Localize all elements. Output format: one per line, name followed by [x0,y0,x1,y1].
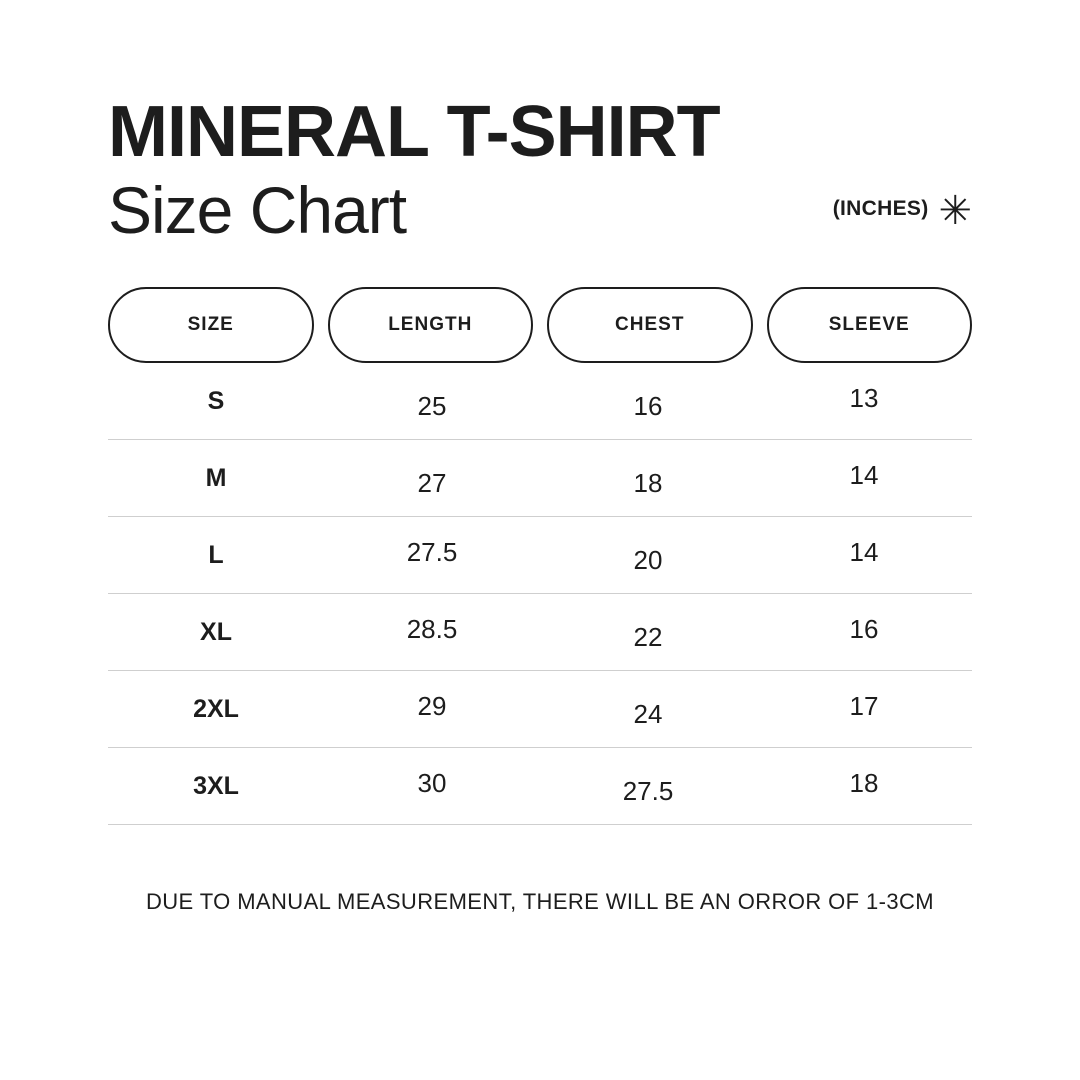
cell-sleeve: 13 [849,382,879,413]
table-row [108,748,972,825]
cell-chest: 16 [633,390,663,421]
page-title: MINERAL T-SHIRT [108,92,720,172]
header [108,0,972,245]
cell-sleeve: 18 [849,767,879,798]
cell-length: 29 [417,690,447,721]
column-header-sleeve: SLEEVE [767,287,973,363]
cell-length: 25 [417,390,447,421]
cell-sleeve: 14 [849,536,879,567]
table-row [108,517,972,594]
cell-sleeve: 14 [849,459,879,490]
table-header-row [108,287,972,363]
subtitle-row [108,173,972,247]
column-header-chest: CHEST [547,287,753,363]
table-row [108,594,972,671]
cell-chest: 24 [633,698,663,729]
cell-chest: 18 [633,467,663,498]
table-row [108,671,972,748]
unit-indicator [833,189,972,245]
page-subtitle: Size Chart [108,173,407,247]
cell-sleeve: 16 [849,613,879,644]
cell-size: XL [200,617,232,646]
column-header-size: SIZE [108,287,314,363]
cell-size: S [207,386,225,415]
cell-chest: 22 [633,621,663,652]
measurement-disclaimer: DUE TO MANUAL MEASUREMENT, THERE WILL BE AN ORROR OF 1-3CM [145,889,935,915]
cell-size: 3XL [193,771,239,800]
cell-size: L [208,540,224,569]
asterisk-icon: ✳ [938,189,972,234]
column-header-length: LENGTH [328,287,534,363]
cell-length: 30 [417,767,447,798]
cell-length: 27.5 [406,536,458,567]
cell-chest: 27.5 [622,775,674,806]
cell-size: 2XL [193,694,239,723]
cell-chest: 20 [633,544,663,575]
cell-length: 27 [417,467,447,498]
unit-label: (INCHES) [832,197,929,221]
table-row [108,440,972,517]
table-row [108,363,972,440]
cell-sleeve: 17 [849,690,879,721]
cell-length: 28.5 [406,613,458,644]
cell-size: M [205,463,227,492]
size-table [108,287,972,825]
